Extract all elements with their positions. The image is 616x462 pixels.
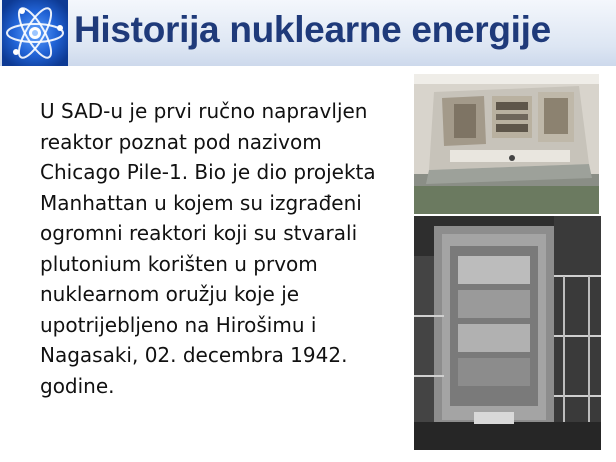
title-bar [0, 0, 616, 66]
reactor-cutaway-model-image [414, 74, 599, 214]
body-paragraph: U SAD-u je prvi ručno napravljen reaktor poznat pod nazivom Chicago Pile-1. Bio je dio projekta Manhattan u kojem su izgrađeni ogromni reaktori koji su stvarali plutonium korišten u prvom nuklearnom oružju koje je upotrijebljeno na Hirošimu i Nagasaki, 02. decembra 1942. godine. [40, 99, 376, 398]
atom-icon [2, 0, 68, 66]
reactor-building-photo-image [414, 216, 601, 450]
slide-title: Historija nuklearne energije [74, 9, 551, 50]
